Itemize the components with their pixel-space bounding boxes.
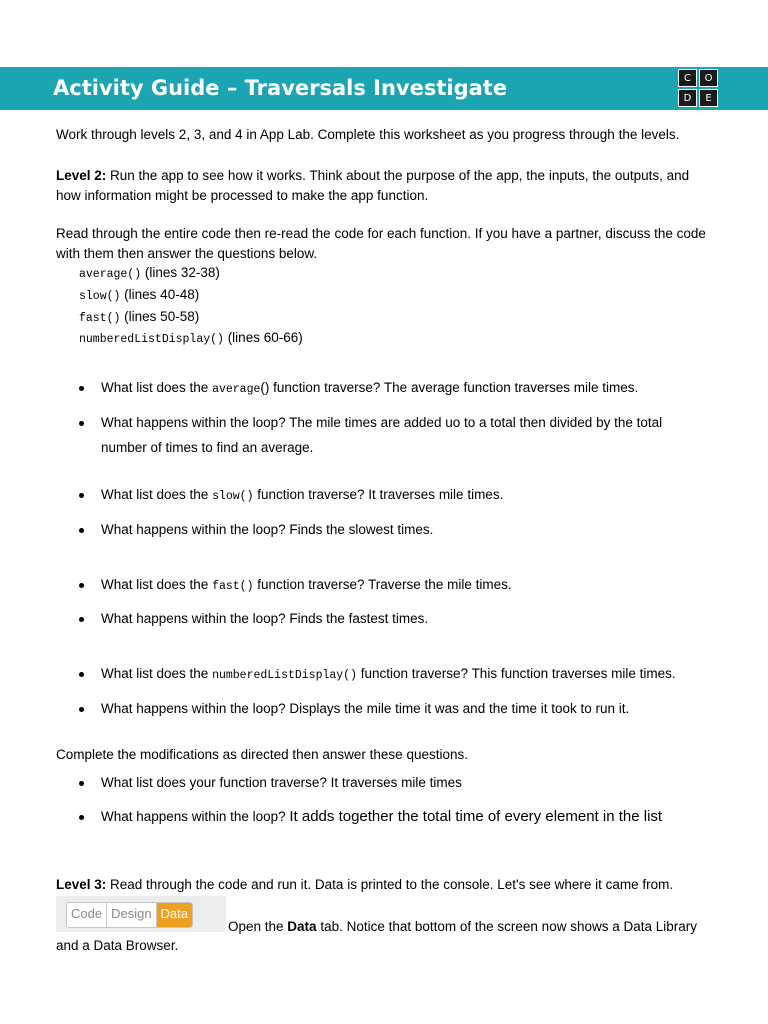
- function-ref: [79, 263, 220, 285]
- question-text: What list does the numberedListDisplay() function traverse? This function traverses mile times.: [101, 666, 676, 682]
- function-ref: [79, 285, 199, 307]
- function-lines: (lines 60-66): [223, 330, 303, 345]
- read-through-line2: with them then answer the questions below.: [56, 246, 318, 261]
- question-text: What list does your function traverse? It traverses mile times: [101, 775, 462, 790]
- question-text: What happens within the loop? Finds the fastest times.: [101, 611, 429, 626]
- function-ref: [79, 328, 303, 350]
- mode-tab-group: [66, 902, 193, 928]
- bullet-dot: [79, 583, 84, 588]
- code-tab: Code: [67, 903, 107, 927]
- modifications-intro: Complete the modifications as directed then answer these questions.: [56, 747, 468, 762]
- function-name: average(): [79, 268, 142, 281]
- level3-line2: and a Data Browser.: [56, 938, 179, 953]
- question-text-continued: number of times to find an average.: [101, 440, 314, 455]
- question-text: What happens within the loop? The mile times are added uo to a total then divided by the total: [101, 415, 663, 430]
- function-name: fast(): [79, 312, 121, 325]
- logo-letter: D: [678, 89, 697, 107]
- bullet-dot: [79, 421, 84, 426]
- function-ref: [79, 307, 199, 329]
- data-tab: Data: [157, 903, 192, 927]
- function-name: slow(): [79, 290, 121, 303]
- question-text: What happens within the loop? Finds the slowest times.: [101, 522, 434, 537]
- level3-line: [56, 875, 673, 895]
- app-lab-mode-tabs-image: [56, 896, 226, 932]
- bullet-dot: [79, 672, 84, 677]
- bullet-dot: [79, 781, 84, 786]
- level3-text: Read through the code and run it. Data is printed to the console. Let's see where it came from.: [106, 877, 674, 892]
- level2-line2: how information might be processed to make the app function.: [56, 188, 429, 203]
- level2-label: Level 2:: [56, 168, 107, 183]
- logo-letter: E: [699, 89, 718, 107]
- question-text: What list does the fast() function traverse? Traverse the mile times.: [101, 577, 512, 593]
- header-banner: [0, 67, 768, 110]
- bullet-dot: [79, 617, 84, 622]
- logo-letter: C: [678, 69, 697, 87]
- data-tab-name: Data: [287, 919, 317, 934]
- bullet-dot: [79, 493, 84, 498]
- bullet-dot: [79, 528, 84, 533]
- question-text: What happens within the loop? It adds together the total time of every element in the list: [101, 808, 663, 825]
- function-lines: (lines 50-58): [120, 309, 200, 324]
- design-tab: Design: [107, 903, 156, 927]
- logo-letter: O: [699, 69, 718, 87]
- code-org-logo: [678, 69, 718, 108]
- read-through-line1: Read through the entire code then re-read the code for each function. If you have a partner, discuss the code: [56, 226, 706, 241]
- level2-line1: [56, 166, 689, 186]
- bullet-dot: [79, 815, 84, 820]
- page-title: Activity Guide – Traversals Investigate: [53, 76, 508, 100]
- bullet-dot: [79, 707, 84, 712]
- level2-text: Run the app to see how it works. Think about the purpose of the app, the inputs, the outputs, and: [106, 168, 690, 183]
- function-lines: (lines 32-38): [141, 265, 220, 280]
- question-text: What list does the average() function traverse? The average function traverses mile times.: [101, 380, 639, 396]
- intro-text: Work through levels 2, 3, and 4 in App Lab. Complete this worksheet as you progress through the levels.: [56, 127, 680, 142]
- level3-label: Level 3:: [56, 877, 107, 892]
- function-name: numberedListDisplay(): [79, 333, 224, 346]
- bullet-dot: [79, 386, 84, 391]
- level3-open-line: Open the Data tab. Notice that bottom of the screen now shows a Data Library: [228, 919, 698, 934]
- question-text: What happens within the loop? Displays the mile time it was and the time it took to run it.: [101, 701, 630, 716]
- question-text: What list does the slow() function traverse? It traverses mile times.: [101, 487, 504, 503]
- function-lines: (lines 40-48): [120, 287, 200, 302]
